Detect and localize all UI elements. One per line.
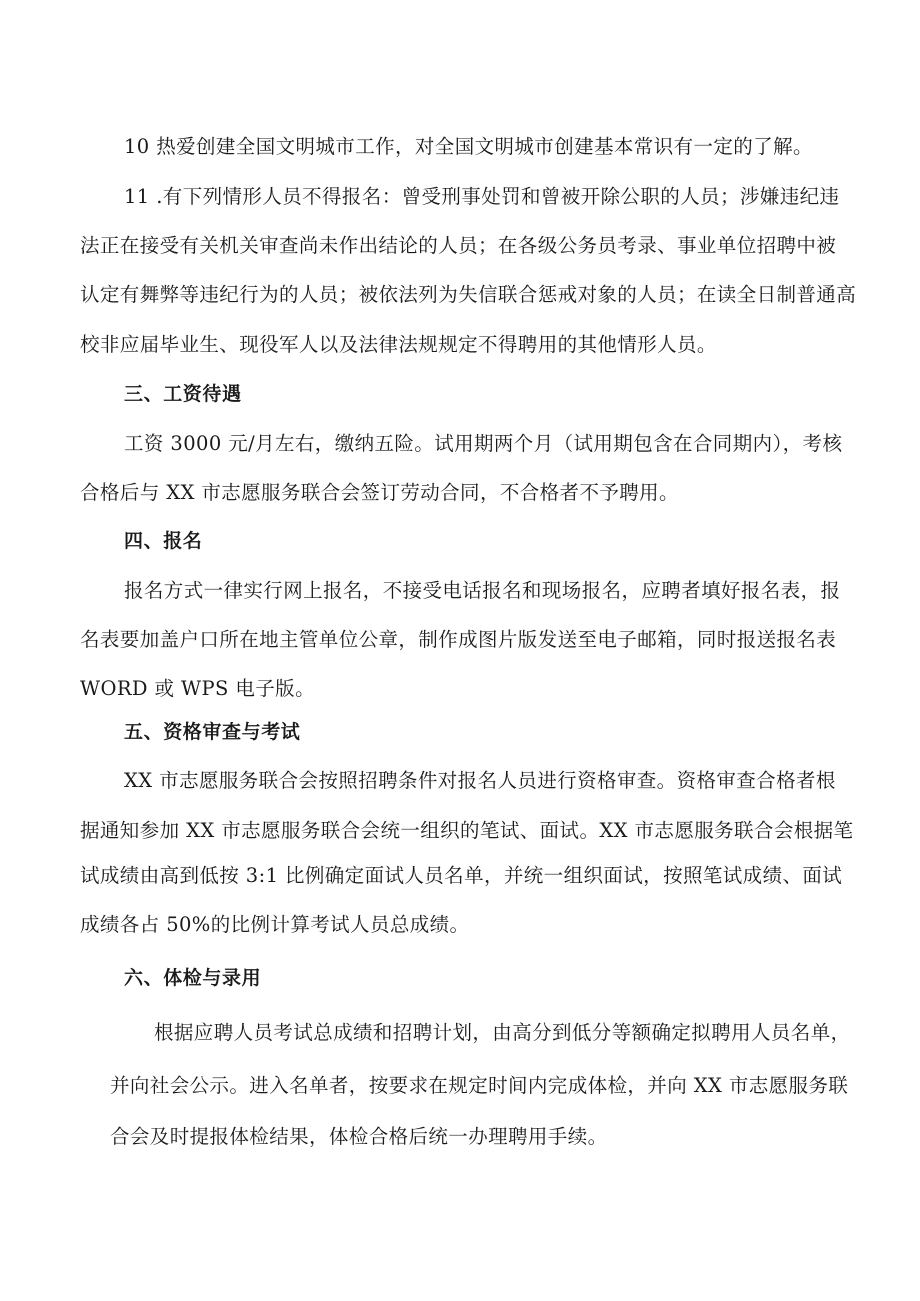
item-10-line-1: 10 热爱创建全国文明城市工作，对全国文明城市创建基本常识有一定的了解。 bbox=[124, 135, 813, 158]
section-3-line-1: 工资 3000 元/月左右，缴纳五险。试用期两个月（试用期包含在合同期内），考核 bbox=[124, 432, 843, 455]
section-4-line-3: WORD 或 WPS 电子版。 bbox=[80, 677, 315, 700]
section-6-heading: 六、体检与录用 bbox=[124, 967, 262, 989]
item-11-line-4: 校非应届毕业生、现役军人以及法律法规规定不得聘用的其他情形人员。 bbox=[80, 333, 717, 356]
section-5-line-4: 成绩各占 50%的比例计算考试人员总成绩。 bbox=[80, 913, 470, 936]
item-11-line-2: 法正在接受有关机关审查尚未作出结论的人员；在各级公务员考录、事业单位招聘中被 bbox=[80, 234, 837, 257]
section-5-heading: 五、资格审查与考试 bbox=[124, 721, 301, 743]
section-3-line-2: 合格后与 XX 市志愿服务联合会签订劳动合同，不合格者不予聘用。 bbox=[80, 481, 679, 504]
section-4-line-1: 报名方式一律实行网上报名，不接受电话报名和现场报名，应聘者填好报名表，报 bbox=[124, 579, 841, 602]
item-11-line-3: 认定有舞弊等违纪行为的人员；被依法列为失信联合惩戒对象的人员；在读全日制普通高 bbox=[80, 283, 857, 306]
section-3-heading: 三、工资待遇 bbox=[124, 383, 242, 405]
section-5-line-2: 据通知参加 XX 市志愿服务联合会统一组织的笔试、面试。XX 市志愿服务联合会根据笔 bbox=[80, 819, 854, 842]
item-11-line-1: 11 .有下列情形人员不得报名：曾受刑事处罚和曾被开除公职的人员；涉嫌违纪违 bbox=[124, 185, 840, 208]
section-5-line-3: 试成绩由高到低按 3:1 比例确定面试人员名单，并统一组织面试，按照笔试成绩、面试 bbox=[80, 864, 843, 887]
section-4-line-2: 名表要加盖户口所在地主管单位公章，制作成图片版发送至电子邮箱，同时报送报名表 bbox=[80, 628, 837, 651]
section-6-line-1: 根据应聘人员考试总成绩和招聘计划，由高分到低分等额确定拟聘用人员名单， bbox=[154, 1021, 851, 1044]
section-5-line-1: XX 市志愿服务联合会按照招聘条件对报名人员进行资格审查。资格审查合格者根 bbox=[124, 769, 836, 792]
section-4-heading: 四、报名 bbox=[124, 530, 203, 552]
section-6-line-2: 并向社会公示。进入名单者，按要求在规定时间内完成体检，并向 XX 市志愿服务联 bbox=[110, 1074, 849, 1097]
section-6-line-3: 合会及时提报体检结果，体检合格后统一办理聘用手续。 bbox=[110, 1125, 608, 1148]
